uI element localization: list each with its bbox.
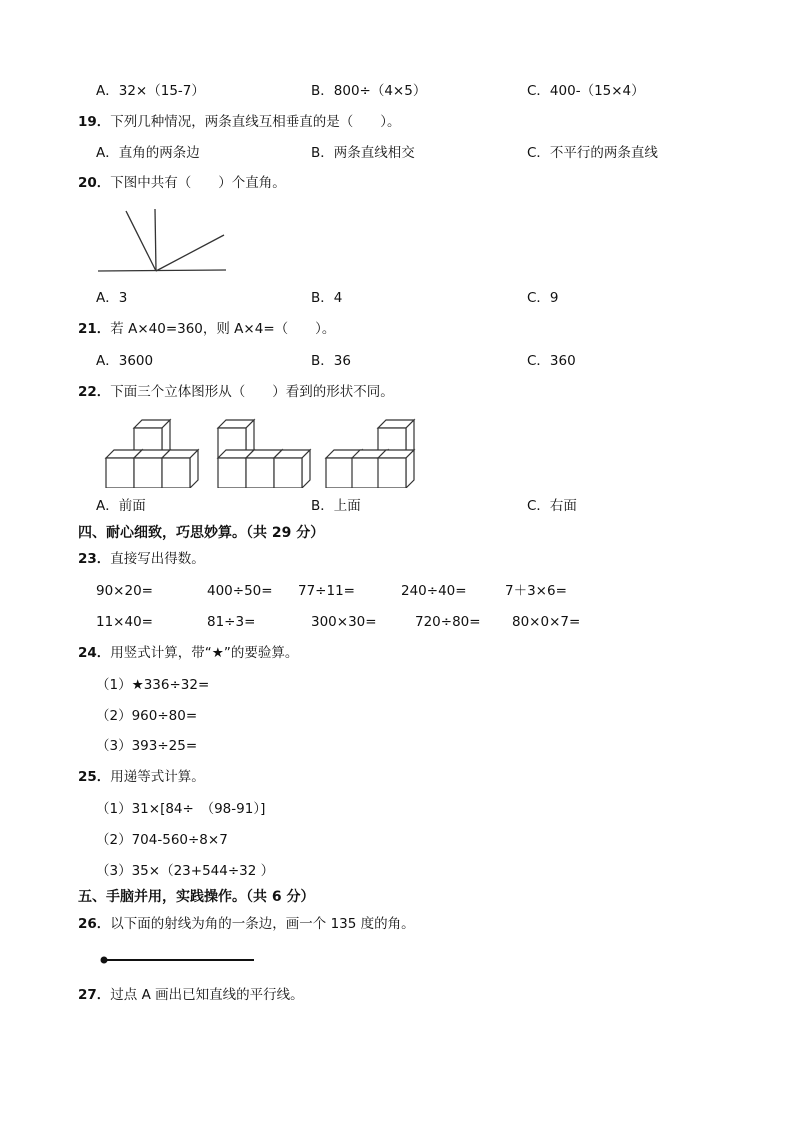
calc-item: 80×0×7= — [512, 614, 581, 630]
question-21 — [78, 323, 335, 337]
q21-option-a[interactable]: A．3600 — [96, 353, 154, 369]
q18-option-a[interactable]: A．32×（15-7） — [96, 83, 205, 99]
question-19 — [78, 116, 401, 130]
q20-option-c[interactable]: C．9 — [527, 290, 559, 306]
q20-option-a[interactable]: A．3 — [96, 290, 128, 306]
calc-item: 7＋3×6= — [505, 583, 567, 599]
question-number: 22． — [78, 384, 111, 400]
question-number: 21． — [78, 321, 111, 337]
question-number: 25． — [78, 769, 111, 785]
question-number: 27． — [78, 987, 111, 1003]
q21-option-c[interactable]: C．360 — [527, 353, 576, 369]
calc-item: 11×40= — [96, 614, 153, 630]
question-20 — [78, 177, 286, 191]
cube-figure-3 — [326, 420, 414, 488]
question-25 — [78, 771, 205, 785]
question-text: 直接写出得数。 — [110, 551, 205, 567]
question-text: 下列几种情况，两条直线互相垂直的是（ ）。 — [110, 114, 401, 130]
q19-option-c[interactable]: C．不平行的两条直线 — [527, 145, 658, 161]
question-number: 20． — [78, 175, 111, 191]
question-text: 若 A×40=360，则 A×4=（ ）。 — [110, 321, 336, 337]
q25-item-1: （1）31×[84÷ （98-91）] — [96, 801, 266, 817]
q22-option-a[interactable]: A．前面 — [96, 498, 146, 514]
cube-figure-1 — [106, 420, 198, 488]
q18-option-b[interactable]: B．800÷（4×5） — [311, 83, 427, 99]
ray-right — [156, 235, 224, 271]
question-text: 用竖式计算，带“★”的要验算。 — [110, 645, 299, 661]
calc-item: 77÷11= — [298, 583, 355, 599]
question-text: 下面三个立体图形从（ ）看到的形状不同。 — [110, 384, 394, 400]
calc-item: 81÷3= — [207, 614, 256, 630]
calc-item: 240÷40= — [401, 583, 467, 599]
q25-item-2: （2）704-560÷8×7 — [96, 832, 228, 848]
ray-figure[interactable] — [98, 953, 258, 967]
question-number: 23． — [78, 551, 111, 567]
question-26 — [78, 918, 415, 932]
ray-left — [126, 211, 156, 271]
q21-option-b[interactable]: B．36 — [311, 353, 351, 369]
q22-option-c[interactable]: C．右面 — [527, 498, 577, 514]
right-angle-figure — [96, 205, 231, 275]
cube-figure-2 — [218, 420, 310, 488]
question-24 — [78, 647, 298, 661]
section-4-title: 四、耐心细致，巧思妙算。（共 29 分） — [78, 525, 325, 541]
ray-vertical — [155, 209, 156, 271]
question-text: 用递等式计算。 — [110, 769, 205, 785]
question-22 — [78, 386, 394, 400]
question-23 — [78, 553, 205, 567]
calc-item: 90×20= — [96, 583, 153, 599]
base-line — [98, 270, 226, 271]
q20-option-b[interactable]: B．4 — [311, 290, 343, 306]
q25-item-3: （3）35×（23+544÷32 ） — [96, 863, 275, 879]
q19-option-a[interactable]: A．直角的两条边 — [96, 145, 200, 161]
q22-option-b[interactable]: B．上面 — [311, 498, 361, 514]
q19-option-b[interactable]: B．两条直线相交 — [311, 145, 415, 161]
q24-item-3: （3）393÷25= — [96, 738, 198, 754]
section-5-title: 五、手脑并用，实践操作。（共 6 分） — [78, 889, 315, 905]
question-text: 下图中共有（ ）个直角。 — [110, 175, 286, 191]
question-number: 19． — [78, 114, 111, 130]
question-number: 26． — [78, 916, 111, 932]
q24-item-1: （1）★336÷32= — [96, 677, 210, 693]
question-27 — [78, 989, 304, 1003]
q18-option-c[interactable]: C．400-（15×4） — [527, 83, 645, 99]
cube-figures — [100, 412, 420, 488]
calc-item: 300×30= — [311, 614, 377, 630]
question-text: 以下面的射线为角的一条边，画一个 135 度的角。 — [110, 916, 415, 932]
question-number: 24． — [78, 645, 111, 661]
question-text: 过点 A 画出已知直线的平行线。 — [110, 987, 304, 1003]
q24-item-2: （2）960÷80= — [96, 708, 198, 724]
calc-item: 720÷80= — [415, 614, 481, 630]
calc-item: 400÷50= — [207, 583, 273, 599]
